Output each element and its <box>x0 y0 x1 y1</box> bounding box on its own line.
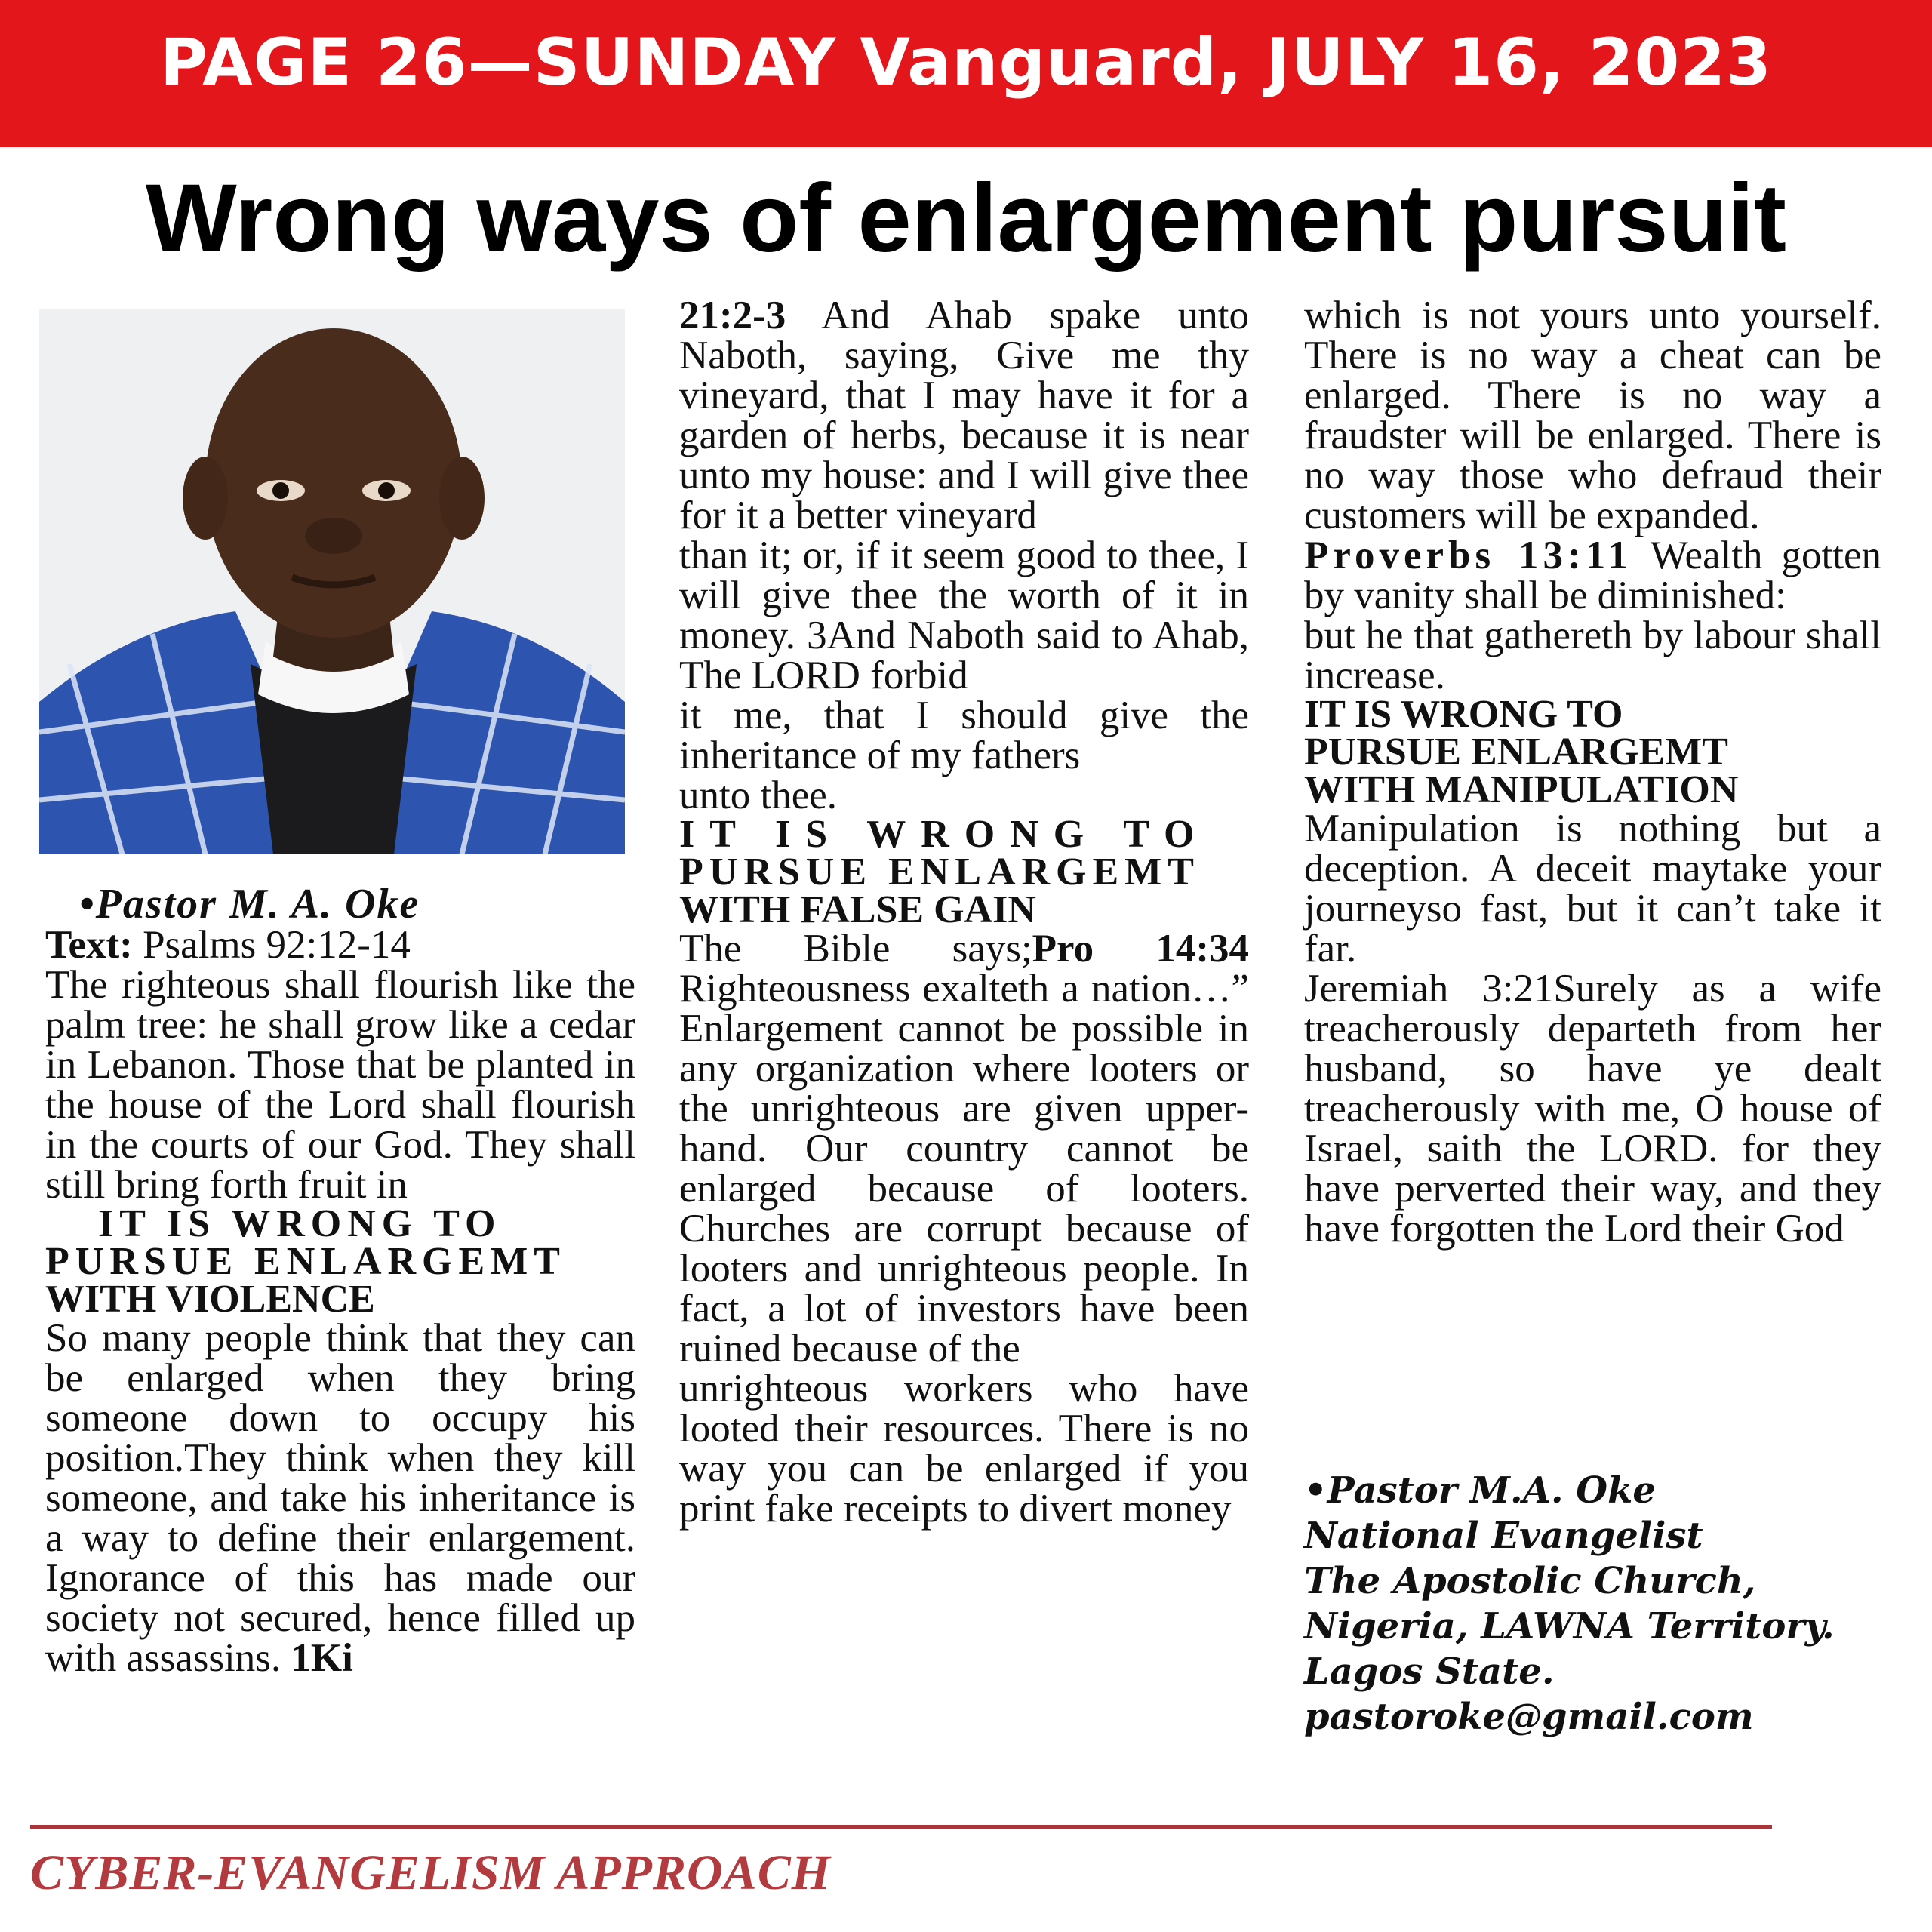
paragraph: unto thee. <box>679 774 837 817</box>
scripture-reference: Proverbs 13:11 <box>1304 534 1632 577</box>
heading-line: WITH VIOLENCE <box>45 1278 375 1321</box>
author-signature <box>1304 1468 1908 1740</box>
photo-caption: •Pastor M. A. Oke <box>79 881 420 928</box>
text-reference: Psalms 92:12-14 <box>132 923 411 967</box>
author-photo <box>39 309 625 854</box>
article-column-3 <box>1304 296 1881 1249</box>
paragraph: The Bible says; <box>679 927 1032 971</box>
paragraph: And Ahab spake unto Naboth, saying, Give me thy vineyard, that I may have it for a garden of herbs, because it is near unto my house: and I will give thee for it a better vineyard <box>679 294 1249 537</box>
signature-state: Lagos State. <box>1304 1651 1555 1693</box>
scripture-reference: 1Ki <box>281 1636 353 1680</box>
heading-line: IT IS WRONG TO <box>1304 693 1623 736</box>
paragraph: So many people think that they can be enlarged when they bring someone down to occupy his position.They think when they kill someone, and take his inheritance is a way to define their enlargement. Ignorance of this has made our society not secured, hence filled up with assassins. <box>45 1316 635 1680</box>
heading-line: WITH FALSE GAIN <box>679 888 1036 931</box>
heading-line: IT IS WRONG TO <box>679 813 1210 856</box>
signature-email[interactable]: pastoroke@gmail.com <box>1304 1696 1754 1738</box>
paragraph: Manipulation is nothing but a deception. A deceit maytake your journeyso fast, but it can’t take it far. <box>1304 807 1881 971</box>
paragraph: Jeremiah 3:21Surely as a wife treacherously departeth from her husband, so have ye dealt treacherously with me, O house of Israel, saith the LORD. for they have perverted their way, and they have forgotten the Lord their God <box>1304 967 1881 1251</box>
scripture-reference: 21:2-3 <box>679 294 786 337</box>
signature-title: National Evangelist <box>1304 1515 1703 1557</box>
heading-line: IT IS WRONG TO <box>98 1202 502 1245</box>
paragraph: it me, that I should give the inheritance of my fathers <box>679 694 1249 777</box>
paragraph: which is not yours unto yourself. There is no way a cheat can be enlarged. There is no way a fraudster will be enlarged. There is no way those who defraud their customers will be expanded. <box>1304 294 1881 537</box>
paragraph: The righteous shall flourish like the palm tree: he shall grow like a cedar in Lebanon. Those that be planted in the house of the Lord shall flourish in the courts of our God. They shall still bring forth fruit in <box>45 963 635 1207</box>
heading-line: PURSUE ENLARGEMT <box>1304 731 1728 774</box>
scripture-reference: Pro 14:34 <box>1032 927 1249 971</box>
heading-line: WITH MANIPULATION <box>1304 768 1739 811</box>
footer-label: CYBER-EVANGELISM APPROACH <box>30 1845 832 1900</box>
heading-line: PURSUE ENLARGEMT <box>679 851 1200 894</box>
paragraph: Righteousness exalteth a nation…” Enlargement cannot be possible in any organization where looters or the unrighteous are given upper-hand. Our country cannot be enlarged because of looters. Churches are corrupt because of looters and unrighteous people. In fact, a lot of investors have been ruined because of the <box>679 967 1249 1371</box>
masthead-banner <box>0 0 1932 147</box>
section-heading-manipulation <box>1304 693 1881 811</box>
masthead-text: PAGE 26—SUNDAY Vanguard, JULY 16, 2023 <box>160 25 1772 100</box>
article-column-1 <box>45 883 635 1678</box>
article-column-2 <box>679 296 1249 1529</box>
paragraph: than it; or, if it seem good to thee, I will give thee the worth of it in money. 3And Naboth said to Ahab, The LORD forbid <box>679 534 1249 697</box>
section-heading-false-gain <box>679 813 1249 931</box>
text-label: Text: <box>45 923 133 967</box>
article-headline: Wrong ways of enlargement pursuit <box>146 165 1786 272</box>
paragraph: Wealth gotten by vanity shall be diminished: <box>1304 534 1881 617</box>
signature-org: The Apostolic Church, <box>1304 1560 1756 1602</box>
heading-line: PURSUE ENLARGEMT <box>45 1240 566 1283</box>
section-heading-violence <box>45 1202 635 1321</box>
signature-name: •Pastor M.A. Oke <box>1304 1469 1656 1512</box>
footer-divider <box>30 1825 1772 1829</box>
signature-territory: Nigeria, LAWNA Territory. <box>1304 1605 1835 1647</box>
paragraph: but he that gathereth by labour shall increase. <box>1304 614 1881 697</box>
paragraph: unrighteous workers who have looted their resources. There is no way you can be enlarged if you print fake receipts to divert money <box>679 1367 1249 1531</box>
